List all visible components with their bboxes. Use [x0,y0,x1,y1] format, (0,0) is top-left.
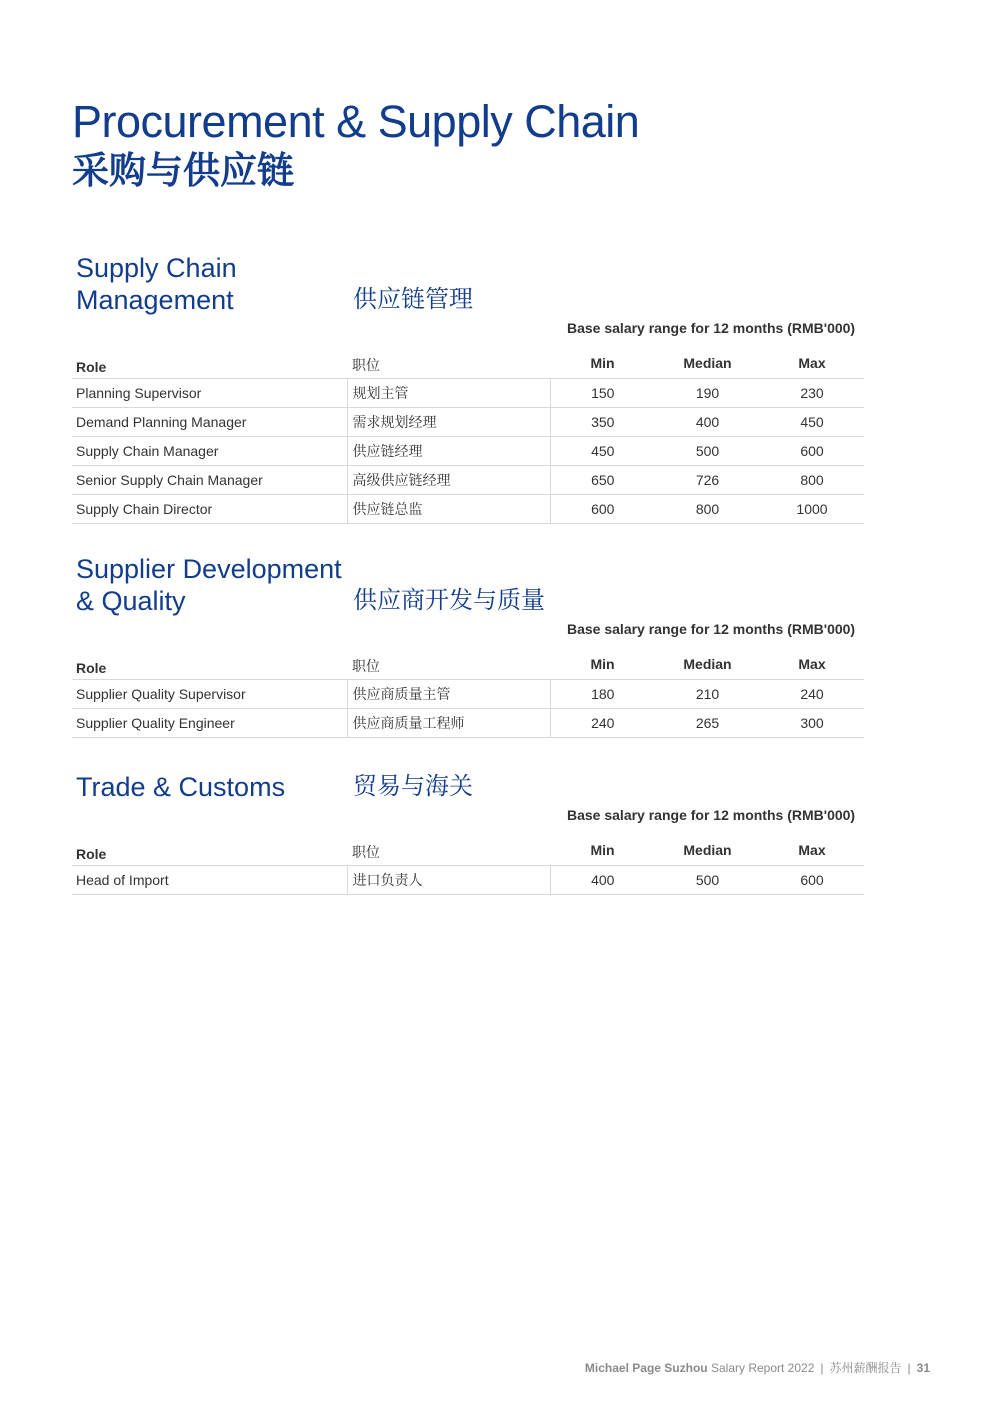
max-cell: 600 [760,437,864,466]
footer-report-title-zh: 苏州薪酬报告 [829,1361,902,1375]
table-header-row [72,343,864,379]
header-role-zh: 职位 [347,343,550,379]
max-cell: 600 [760,866,864,895]
role-zh-cell: 高级供应链经理 [347,466,550,495]
median-cell: 210 [655,680,760,709]
page-title-zh: 采购与供应链 [72,149,294,191]
header-role-zh: 职位 [347,830,550,866]
role-cell: Head of Import [72,866,347,895]
table-header-row [72,830,864,866]
table-row [72,866,864,895]
role-cell: Planning Supervisor [72,379,347,408]
role-zh-cell: 需求规划经理 [347,408,550,437]
role-cell: Supplier Quality Supervisor [72,680,347,709]
footer-brand: Michael Page Suzhou [584,1361,708,1375]
role-zh-cell: 进口负责人 [347,866,550,895]
header-role: Role [72,830,347,866]
header-median: Median [655,830,760,866]
role-zh-cell: 供应链经理 [347,437,550,466]
table-row [72,437,864,466]
header-min: Min [550,343,655,379]
header-median: Median [655,644,760,680]
section-title-zh: 贸易与海关 [353,773,473,800]
header-max: Max [760,343,864,379]
max-cell: 800 [760,466,864,495]
section-title-zh: 供应链管理 [353,286,473,313]
min-cell: 180 [550,680,655,709]
salary-range-note: Base salary range for 12 months (RMB'000) [567,807,856,823]
max-cell: 1000 [760,495,864,524]
table-header-row [72,644,864,680]
section-title [76,252,237,316]
role-cell: Supply Chain Director [72,495,347,524]
section-title-zh: 供应商开发与质量 [353,587,545,614]
role-cell: Supplier Quality Engineer [72,709,347,738]
section-title: Trade & Customs [76,772,286,802]
table-row [72,680,864,709]
section-title-line1: Supply Chain [76,253,237,283]
role-zh-cell: 供应商质量工程师 [347,709,550,738]
min-cell: 450 [550,437,655,466]
salary-table [72,644,864,738]
table-row [72,408,864,437]
median-cell: 190 [655,379,760,408]
table-row [72,379,864,408]
header-min: Min [550,644,655,680]
header-max: Max [760,830,864,866]
role-zh-cell: 规划主管 [347,379,550,408]
header-role-zh: 职位 [347,644,550,680]
table-row [72,466,864,495]
salary-table [72,830,864,895]
median-cell: 265 [655,709,760,738]
salary-table [72,343,864,524]
median-cell: 500 [655,866,760,895]
footer-report-title: Salary Report 2022 [710,1361,815,1375]
page-number: 31 [916,1361,930,1375]
role-cell: Senior Supply Chain Manager [72,466,347,495]
median-cell: 726 [655,466,760,495]
section-title-line1: Supplier Development [76,554,342,584]
min-cell: 240 [550,709,655,738]
min-cell: 350 [550,408,655,437]
role-zh-cell: 供应链总监 [347,495,550,524]
min-cell: 650 [550,466,655,495]
salary-range-note: Base salary range for 12 months (RMB'000) [567,320,856,336]
section-title [76,553,342,617]
header-median: Median [655,343,760,379]
header-role: Role [72,644,347,680]
role-cell: Supply Chain Manager [72,437,347,466]
min-cell: 150 [550,379,655,408]
header-min: Min [550,830,655,866]
page-title [72,98,639,191]
section-title-line2: Management [76,285,234,315]
min-cell: 400 [550,866,655,895]
max-cell: 240 [760,680,864,709]
median-cell: 500 [655,437,760,466]
section-title-line2: & Quality [76,586,186,616]
salary-range-note: Base salary range for 12 months (RMB'000) [567,621,856,637]
min-cell: 600 [550,495,655,524]
footer-separator: | [820,1361,824,1375]
median-cell: 400 [655,408,760,437]
role-zh-cell: 供应商质量主管 [347,680,550,709]
table-row [72,709,864,738]
header-role: Role [72,343,347,379]
role-cell: Demand Planning Manager [72,408,347,437]
max-cell: 300 [760,709,864,738]
max-cell: 230 [760,379,864,408]
table-row [72,495,864,524]
page-title-en: Procurement & Supply Chain [72,96,640,147]
header-max: Max [760,644,864,680]
footer-separator: | [907,1361,911,1375]
max-cell: 450 [760,408,864,437]
page-footer [585,1359,930,1376]
median-cell: 800 [655,495,760,524]
